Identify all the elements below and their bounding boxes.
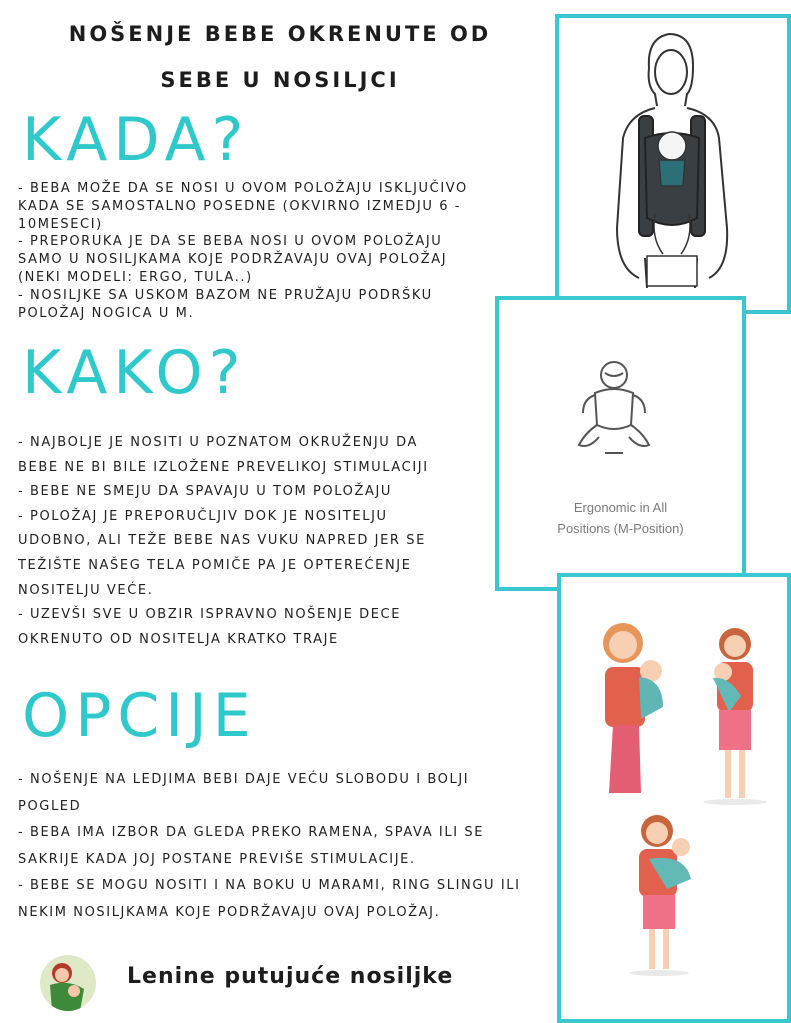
text-line: TEŽIŠTE NAŠEG TELA POMIČE PA JE OPTEREĆENJE [18, 557, 412, 573]
text-line: - NOŠENJE NA LEDJIMA BEBI DAJE VEĆU SLOBODU I BOLJI [18, 772, 470, 787]
caption-line: Positions (M-Position) [557, 521, 684, 536]
text-line: - BEBE NE SMEJU DA SPAVAJU U TOM POLOŽAJU [18, 484, 393, 500]
back-carry-illustration [583, 615, 683, 800]
section-heading-opcije: OPCIJE [22, 681, 257, 751]
text-line: SAKRIJE KADA JOJ POSTANE PREVIŠE STIMULACIJE. [18, 851, 416, 867]
section-body-kako [18, 431, 429, 652]
front-facing-carrier-illustration [559, 18, 787, 310]
section-body-kada [18, 180, 468, 322]
text-line: - POLOŽAJ JE PREPORUČLJIV DOK JE NOSITELJU [18, 508, 388, 524]
text-line: POLOŽAJ NOGICA U M. [18, 305, 195, 321]
ergonomic-illustration-frame [495, 296, 746, 591]
text-line: NOSITELJU VEĆE. [18, 582, 154, 598]
carrier-illustration-frame [555, 14, 791, 314]
page-title-line-1: NOŠENJE BEBE OKRENUTE OD [68, 22, 492, 46]
page-title-line-2: SEBE U NOSILJCI [160, 68, 400, 92]
hip-carry-illustration [619, 809, 709, 979]
text-line: BEBE NE BI BILE IZLOŽENE PREVELIKOJ STIMULACIJI [18, 459, 429, 475]
ergonomic-caption [499, 497, 742, 539]
carrying-options-frame [557, 573, 791, 1023]
caption-line: Ergonomic in All [573, 500, 668, 515]
m-position-baby-icon [569, 355, 659, 465]
text-line: - NAJBOLJE JE NOSITI U POZNATOM OKRUŽENJU DA [18, 435, 418, 450]
brand-name: Lenine putujuće nosiljke [127, 964, 454, 989]
text-line: OKRENUTO OD NOSITELJA KRATKO TRAJE [18, 631, 339, 647]
text-line: - BEBA MOŽE DA SE NOSI U OVOM POLOŽAJU ISKLJUČIVO [18, 181, 468, 196]
text-line: SAMO U NOSILJKAMA KOJE PODRŽAVAJU OVAJ POLOŽAJ [18, 252, 448, 268]
text-line: NEKIM NOSILJKAMA KOJE PODRŽAVAJU OVAJ POLOŽAJ. [18, 904, 441, 920]
text-line: 10MESECI) [18, 216, 103, 232]
section-heading-kako: KAKO? [22, 338, 247, 408]
logo-figure-icon [40, 955, 96, 1011]
text-line: UDOBNO, ALI TEŽE BEBE NAS VUKU NAPRED JER SE [18, 533, 426, 549]
text-line: - BEBA IMA IZBOR DA GLEDA PREKO RAMENA, SPAVA ILI SE [18, 825, 485, 840]
text-line: POGLED [18, 798, 82, 814]
section-heading-kada: KADA? [22, 105, 250, 175]
text-line: (NEKI MODELI: ERGO, TULA..) [18, 269, 253, 285]
text-line: KADA SE SAMOSTALNO POSEDNE (OKVIRNO IZMEDJU 6 - [18, 198, 462, 214]
brand-logo [40, 955, 96, 1011]
text-line: - NOSILJKE SA USKOM BAZOM NE PRUŽAJU PODRŠKU [18, 287, 433, 303]
section-body-opcije [18, 767, 521, 926]
text-line: - PREPORUKA JE DA SE BEBA NOSI U OVOM POLOŽAJU [18, 234, 443, 250]
text-line: - BEBE SE MOGU NOSITI I NA BOKU U MARAMI, RING SLINGU ILI [18, 878, 521, 893]
front-carry-illustration [689, 622, 779, 807]
text-line: - UZEVŠI SVE U OBZIR ISPRAVNO NOŠENJE DECE [18, 607, 402, 623]
